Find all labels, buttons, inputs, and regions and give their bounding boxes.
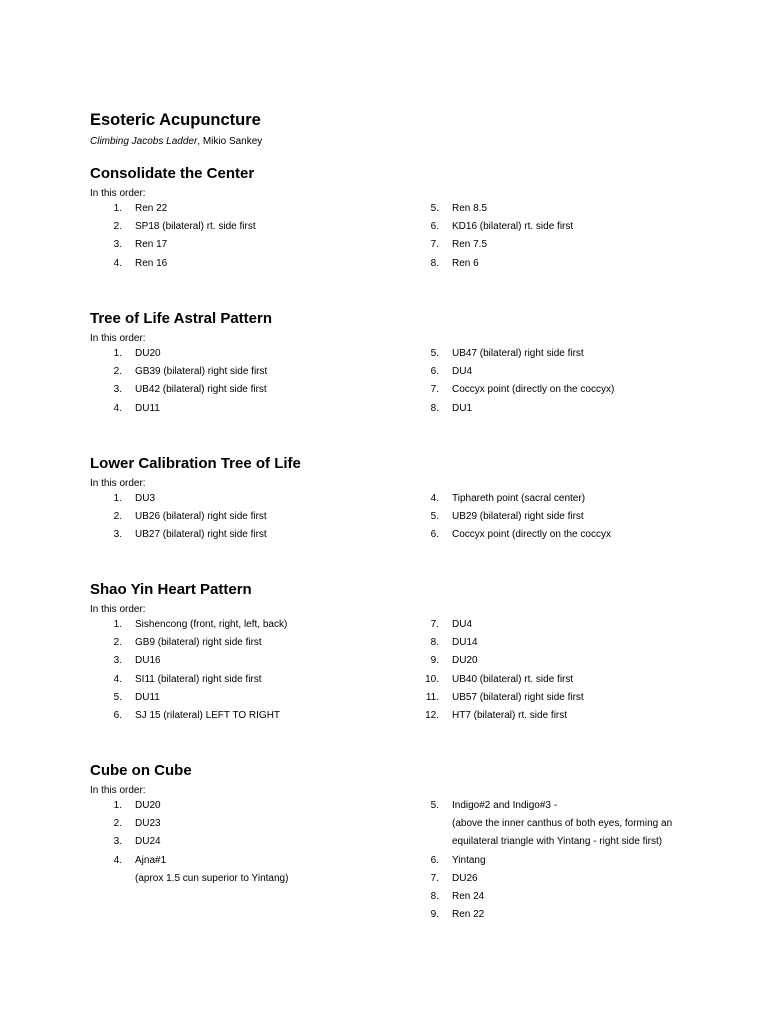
list-item-number: 11. [425,691,439,703]
section-heading: Shao Yin Heart Pattern [90,581,252,598]
list-item-text: DU20 [135,800,161,811]
list-item-number: 7. [430,619,439,630]
list-item-number: 8. [430,257,439,269]
list-item-text: Coccyx point (directly on the coccyx [452,529,611,541]
list-item-number: 1. [113,203,122,214]
list-item-number: 6. [430,854,439,866]
list-item-text: UB42 (bilateral) right side first [135,384,267,396]
list-item-text: SJ 15 (rilateral) LEFT TO RIGHT [135,709,281,721]
section [90,165,710,269]
list-item-text: DU26 [452,872,478,884]
section [90,762,710,921]
list-item-number: 5. [430,348,439,359]
list-item-text: GB9 (bilateral) right side first [135,637,262,649]
section-intro: In this order: [90,333,146,344]
list-item-number: 5. [113,691,122,703]
list-item-text: DU20 [452,655,478,667]
list-item-text: SI11 (bilateral) right side first [135,673,262,685]
list-item-number: 4. [430,493,439,504]
list-item-text: KD16 (bilateral) rt. side first [452,221,574,233]
list-item-text: Ren 8.5 [452,203,488,214]
list-item-number: 1. [113,493,122,504]
list-item-text: UB26 (bilateral) right side first [135,511,267,523]
list-item-number: 3. [113,239,122,251]
list-item-text: Sishencong (front, right, left, back) [135,619,288,630]
list-item-text: DU4 [452,619,473,630]
list-item-number: 1. [113,800,122,811]
list-item-text: Ren 16 [135,257,168,269]
list-item-number: 4. [113,257,122,269]
list-item-number: 5. [430,203,439,214]
list-item-number: 3. [113,655,122,667]
list-item-number: 4. [113,402,122,414]
section-heading: Cube on Cube [90,762,192,779]
list-item-text: Yintang [452,854,486,866]
list-item-number: 2. [113,511,122,523]
list-item-number: 8. [430,402,439,414]
list-item-text: UB57 (bilateral) right side first [452,691,584,703]
section [90,455,710,541]
section-intro: In this order: [90,478,146,489]
list-item-text: UB47 (bilateral) right side first [452,348,584,359]
list-item-number: 9. [430,909,439,921]
list-item-text: HT7 (bilateral) rt. side first [452,709,568,721]
list-item-text: Tiphareth point (sacral center) [452,493,586,504]
list-item-number: 2. [113,221,122,233]
list-item-text: Ren 7.5 [452,239,488,251]
list-item-text: Ren 22 [135,203,168,214]
list-item-text: DU23 [135,818,161,830]
document-title: Esoteric Acupuncture [90,111,261,129]
list-item-text: DU24 [135,836,161,848]
list-item-number: 1. [113,619,122,630]
list-item-text: DU3 [135,493,156,504]
list-item-text: SP18 (bilateral) rt. side first [135,221,256,233]
document-subtitle [90,135,262,148]
list-item-number: 8. [430,637,439,649]
list-item-text: DU20 [135,348,161,359]
author-credit: , Mikio Sankey [197,136,263,147]
list-item-number: 2. [113,818,122,830]
list-item-text: DU4 [452,366,473,378]
list-item-number: 7. [430,872,439,884]
list-item-text: Ren 22 [452,909,485,921]
list-item-text: GB39 (bilateral) right side first [135,366,268,378]
list-item-number: 7. [430,239,439,251]
list-item-text: UB29 (bilateral) right side first [452,511,584,523]
list-item-text: Indigo#2 and Indigo#3 - [452,800,558,811]
list-item-text: Ren 24 [452,890,485,902]
list-item-number: 5. [430,511,439,523]
list-item-text: Ajna#1 [135,854,167,866]
section-intro: In this order: [90,785,146,796]
section-intro: In this order: [90,188,146,199]
list-item-number: 3. [113,529,122,541]
section [90,581,710,721]
list-item-number: 4. [113,854,122,866]
section-heading: Consolidate the Center [90,165,255,182]
list-item-text: (above the inner canthus of both eyes, forming an [452,818,673,830]
list-item-number: 6. [113,709,122,721]
list-item-number: 3. [113,384,122,396]
list-item-number: 12. [425,709,439,721]
list-item-number: 5. [430,800,439,811]
list-item-number: 6. [430,221,439,233]
list-item-text: DU1 [452,402,473,414]
list-item-number: 6. [430,366,439,378]
list-item-text: UB27 (bilateral) right side first [135,529,267,541]
list-item-number: 3. [113,836,122,848]
list-item-text: DU16 [135,655,161,667]
list-item-number: 8. [430,890,439,902]
list-item-text: Coccyx point (directly on the coccyx) [452,384,615,396]
list-item-number: 10. [425,673,439,685]
list-item-text: DU11 [135,691,160,703]
list-item-text: UB40 (bilateral) rt. side first [452,673,574,685]
section-heading: Tree of Life Astral Pattern [90,310,272,327]
list-item-number: 2. [113,366,122,378]
list-item-number: 6. [430,529,439,541]
list-item-text: equilateral triangle with Yintang - right side first) [452,836,663,848]
list-item-number: 9. [430,655,439,667]
list-item-text: DU11 [135,402,160,414]
book-title: Climbing Jacobs Ladder [90,136,198,147]
list-item-text: Ren 6 [452,257,479,269]
list-item-text: (aprox 1.5 cun superior to Yintang) [135,872,289,884]
list-item-number: 2. [113,637,122,649]
list-item-number: 1. [113,348,122,359]
list-item-text: Ren 17 [135,239,168,251]
list-item-number: 4. [113,673,122,685]
section [90,310,710,414]
list-item-number: 7. [430,384,439,396]
section-intro: In this order: [90,604,146,615]
list-item-text: DU14 [452,637,478,649]
section-heading: Lower Calibration Tree of Life [90,455,301,472]
